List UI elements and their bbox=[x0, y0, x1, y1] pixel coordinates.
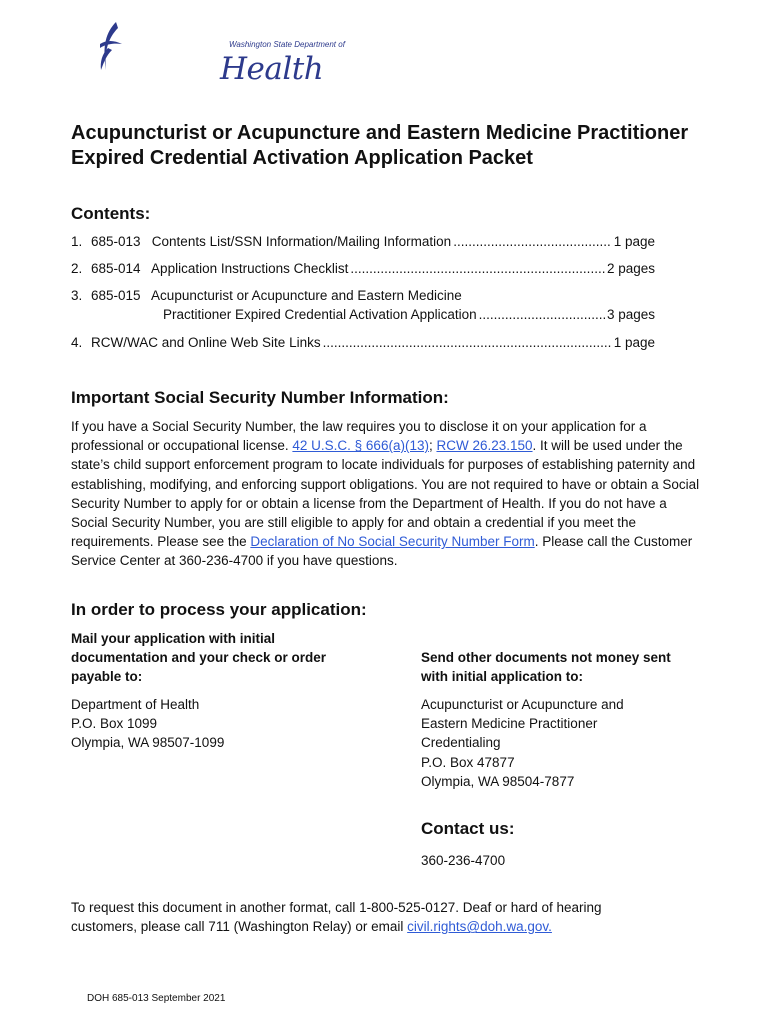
toc-text: 685-014 Application Instructions Checklist bbox=[91, 261, 349, 276]
toc-pages: 1 page bbox=[613, 234, 655, 249]
ssn-paragraph bbox=[71, 417, 703, 571]
logo-small-text: Washington State Department of bbox=[229, 40, 345, 49]
toc-number: 3. bbox=[71, 288, 83, 303]
form-footer: DOH 685-013 September 2021 bbox=[87, 993, 226, 1004]
other-address-line: Acupuncturist or Acupuncture and bbox=[421, 697, 624, 712]
toc-text: Practitioner Expired Credential Activation Application bbox=[163, 307, 477, 322]
other-address-line: Credentialing bbox=[421, 735, 501, 751]
logo-health-text: Health bbox=[220, 51, 324, 87]
contact-heading: Contact us: bbox=[421, 819, 515, 838]
civil-rights-email-link[interactable]: civil.rights@doh.wa.gov. bbox=[407, 919, 552, 935]
other-address-line: Eastern Medicine Practitioner bbox=[421, 716, 598, 732]
usc-link[interactable]: 42 U.S.C. § 666(a)(13) bbox=[292, 438, 429, 454]
toc-leader bbox=[479, 305, 605, 325]
mail-address bbox=[71, 695, 224, 753]
accessibility-note bbox=[71, 898, 671, 936]
toc-pages: 3 pages bbox=[606, 307, 655, 322]
other-docs-heading: Send other documents not money sent with initial application to: bbox=[421, 650, 671, 685]
mail-address-line: Olympia, WA 98507-1099 bbox=[71, 735, 225, 751]
no-ssn-form-link[interactable]: Declaration of No Social Security Number Form bbox=[250, 534, 535, 550]
page-title: Acupuncturist or Acupuncture and Eastern Medicine Practitioner Expired Credential Activation Application Packet bbox=[71, 122, 689, 169]
other-address-line: Olympia, WA 98504-7877 bbox=[421, 773, 575, 789]
accessibility-text: To request this document in another format, call 1-800-525-0127. Deaf or hard of hearing customers, please call 711 (Washington Relay) or email bbox=[71, 900, 602, 935]
contact-phone: 360-236-4700 bbox=[421, 853, 506, 868]
mail-address-line: Department of Health bbox=[71, 697, 200, 712]
other-docs-address bbox=[421, 695, 624, 791]
toc-leader bbox=[453, 232, 612, 252]
toc-leader bbox=[323, 333, 612, 353]
doh-logo bbox=[92, 18, 345, 87]
toc-pages: 1 page bbox=[613, 335, 655, 350]
ssn-separator: ; bbox=[428, 438, 437, 454]
mail-heading: Mail your application with initial documentation and your check or order payable to: bbox=[71, 631, 327, 685]
ssn-text-1: If you have a Social Security Number, the law requires you to disclose it on your application for a professional or occupational license. bbox=[71, 419, 647, 454]
ssn-text-3: . Please call the Customer Service Center at 360-236-4700 if you have questions. bbox=[71, 534, 693, 569]
other-address-line: P.O. Box 47877 bbox=[421, 754, 515, 770]
process-heading: In order to process your application: bbox=[71, 600, 367, 619]
rcw-link[interactable]: RCW 26.23.150 bbox=[436, 438, 533, 454]
ssn-heading: Important Social Security Number Information: bbox=[71, 388, 449, 407]
toc-text: 685-013 Contents List/SSN Information/Mailing Information bbox=[91, 234, 452, 249]
toc-number: 4. bbox=[71, 335, 83, 350]
ssn-text-2: . It will be used under the state’s child support enforcement program to locate individuals for purposes of establishing paternity and establishing, modifying, and enforcing support obligations. You are not required to have or obtain a Social Security Number to apply for or obtain a license from the Department of Health. If you do not have a Social Security Number, you are still eligible to apply for and obtain a credential if you meet the requirements. Please see the bbox=[71, 438, 700, 550]
toc-number: 1. bbox=[71, 234, 83, 249]
toc-number: 2. bbox=[71, 261, 83, 276]
toc-text-line1: 685-015 Acupuncturist or Acupuncture and Eastern Medicine bbox=[91, 288, 462, 303]
toc-pages: 2 pages bbox=[606, 261, 655, 276]
toc-leader bbox=[350, 259, 605, 279]
contents-heading: Contents: bbox=[71, 204, 151, 223]
toc-text: RCW/WAC and Online Web Site Links bbox=[91, 335, 321, 350]
mail-address-line: P.O. Box 1099 bbox=[71, 716, 158, 732]
logo-figure-icon bbox=[92, 18, 132, 78]
